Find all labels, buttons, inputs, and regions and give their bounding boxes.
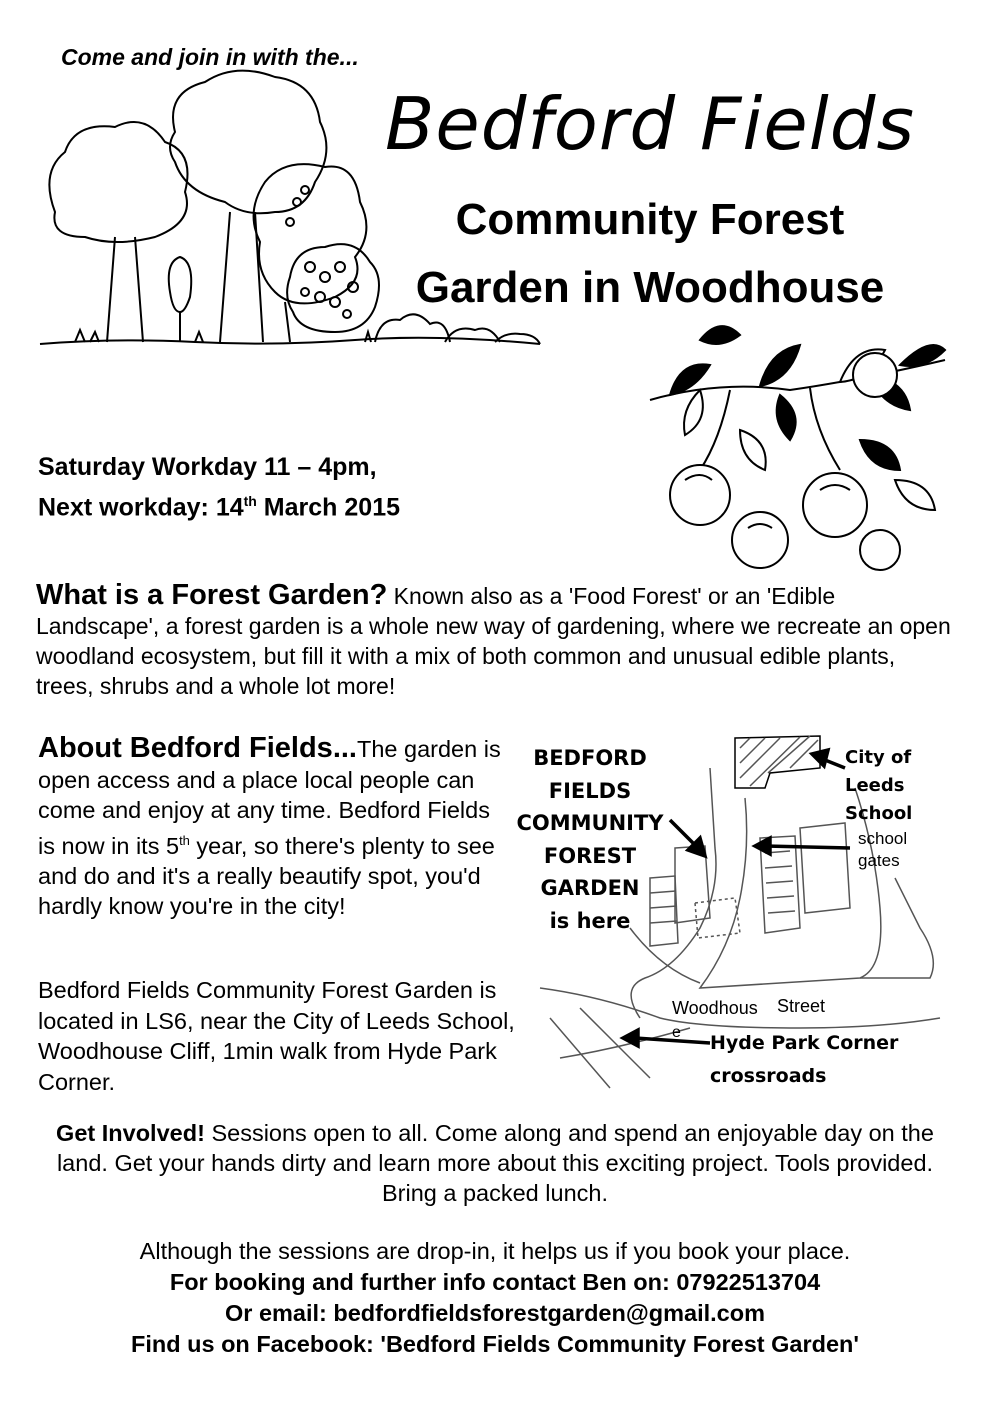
- map-label-line: FOREST: [543, 843, 637, 868]
- map-label-line: GARDEN: [540, 876, 640, 900]
- location-paragraph: Bedford Fields Community Forest Garden is located in LS6, near the City of Leeds School, Woodhouse Cliff, 1min walk from Hyde Park Corner.: [38, 977, 515, 1095]
- map-label-line: Hyde Park Corner: [710, 1032, 899, 1054]
- map-label-line: COMMUNITY: [516, 811, 664, 835]
- get-involved-section: [40, 1118, 950, 1208]
- map-label-line: is here: [549, 908, 631, 933]
- about-sup: th: [179, 832, 190, 848]
- map-label-line: School: [845, 803, 913, 824]
- map-label-line: BEDFORD: [533, 746, 647, 770]
- map-label-line: crossroads: [710, 1065, 827, 1087]
- get-involved-heading: Get Involved!: [56, 1120, 205, 1146]
- get-involved-body: Sessions open to all. Come along and spend an enjoyable day on the land. Get your hands dirty and learn more about this exciting project. Tools provided. Bring a packed lunch.: [56, 1120, 934, 1206]
- date-suffix: th: [243, 493, 257, 509]
- map-label-line: City of: [845, 747, 912, 768]
- about-section: [38, 733, 508, 922]
- street-label-street: Street: [777, 996, 826, 1016]
- school-gates-label: [858, 828, 907, 872]
- booking-note: Although the sessions are drop-in, it helps us if you book your place.: [139, 1238, 851, 1264]
- contact-section: [40, 1236, 950, 1360]
- hyde-park-corner-label: [710, 1027, 960, 1093]
- page-subtitle: [350, 186, 950, 322]
- apple-branch-illustration: [640, 320, 950, 580]
- about-body-2: year, so there's plenty to see and do and it's a really beautify spot, you'd hardly know you're in the city!: [38, 832, 495, 920]
- workday-info: [38, 450, 400, 524]
- map-label-line: gates: [858, 851, 900, 870]
- forest-garden-heading: What is a Forest Garden?: [36, 579, 388, 611]
- workday-line-1: Saturday Workday 11 – 4pm,: [38, 453, 377, 481]
- next-workday-month: March 2015: [256, 493, 400, 522]
- street-label-e: e: [672, 1024, 681, 1041]
- forest-garden-body: Known also as a 'Food Forest' or an 'Edible Landscape', a forest garden is a whole new way of gardening, where we recreate an open woodland ecosystem, but fill it with a mix of both common and unusual edible plants, trees, shrubs and a whole lot more!: [36, 583, 951, 699]
- facebook-contact: Find us on Facebook: 'Bedford Fields Community Forest Garden': [131, 1331, 859, 1357]
- map-label-line: FIELDS: [548, 778, 632, 803]
- forest-garden-section: [36, 580, 956, 701]
- phone-contact: For booking and further info contact Ben on: 07922513704: [169, 1269, 821, 1295]
- next-workday-text: Next workday: 14: [38, 493, 244, 522]
- tagline: Come and join in with the...: [61, 44, 359, 70]
- email-contact: Or email: bedfordfieldsforestgarden@gmail.com: [224, 1300, 766, 1326]
- page-title: Bedford Fields: [385, 82, 915, 166]
- map-label-line: school: [858, 829, 908, 848]
- garden-here-label: [504, 742, 676, 937]
- about-body-1: The garden is open access and a place local people can come and enjoy at any time. Bedford Fields is now in its 5: [38, 736, 501, 859]
- subtitle-line-2: Garden in Woodhouse: [415, 263, 885, 312]
- subtitle-line-1: Community Forest: [455, 195, 845, 244]
- location-map: [500, 728, 970, 1098]
- workday-line-2: [38, 484, 400, 524]
- map-label-line: Leeds: [845, 775, 905, 796]
- school-label: [845, 744, 925, 828]
- about-heading: About Bedford Fields...: [38, 732, 357, 764]
- street-label-woodhouse: Woodhous: [672, 998, 758, 1018]
